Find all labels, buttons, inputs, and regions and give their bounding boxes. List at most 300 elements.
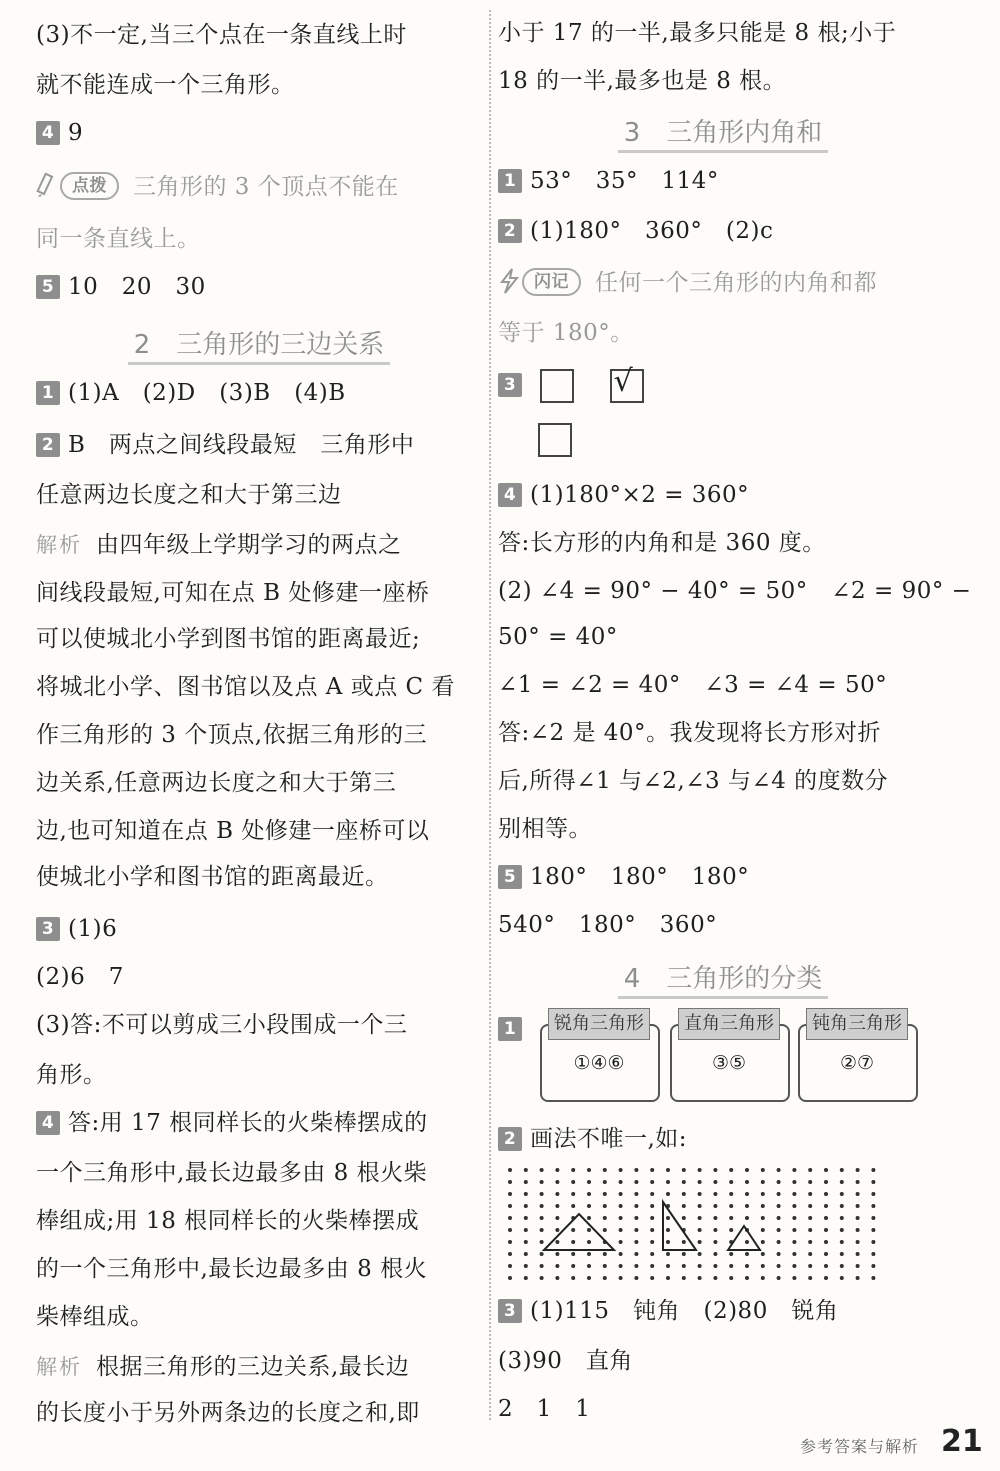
grid-dot xyxy=(555,1180,559,1184)
s3-question-1 xyxy=(498,164,948,198)
grid-dot xyxy=(619,1264,623,1268)
grid-dot xyxy=(792,1192,796,1196)
grid-dot xyxy=(634,1204,638,1208)
grid-dot xyxy=(682,1240,686,1244)
s3-question-3-row2 xyxy=(498,422,948,462)
grid-dot xyxy=(698,1264,702,1268)
checked-checkbox xyxy=(610,364,644,403)
grid-dot xyxy=(792,1240,796,1244)
question-number: 4 xyxy=(36,1111,60,1135)
text-line: (3)答:不可以剪成三小段围成一个三 xyxy=(36,1012,408,1038)
grid-dot xyxy=(634,1276,638,1280)
grid-dot xyxy=(571,1276,575,1280)
question-number: 1 xyxy=(36,381,60,405)
grid-dot xyxy=(555,1168,559,1172)
grid-dot xyxy=(713,1264,717,1268)
grid-dot xyxy=(634,1216,638,1220)
analysis-text: 的长度小于另外两条边的长度之和,即 xyxy=(36,1400,420,1426)
section-heading-4: 4 三角形的分类 xyxy=(498,958,948,995)
text-line: 答:∠2 是 40°。我发现将长方形对折 xyxy=(498,720,882,746)
grid-dot xyxy=(587,1264,591,1268)
question-number: 5 xyxy=(36,275,60,299)
grid-dot xyxy=(729,1252,733,1256)
grid-dot xyxy=(808,1192,812,1196)
grid-dot xyxy=(777,1168,781,1172)
grid-dot xyxy=(540,1204,544,1208)
grid-dot xyxy=(540,1192,544,1196)
grid-dot xyxy=(587,1276,591,1280)
tip-dianbo xyxy=(36,170,482,204)
grid-dot xyxy=(713,1252,717,1256)
category-right xyxy=(670,1008,788,1100)
text-line: 棒组成;用 18 根同样长的火柴棒摆成 xyxy=(36,1208,420,1234)
text-line: (3)不一定,当三个点在一条直线上时 xyxy=(36,22,407,48)
grid-dot xyxy=(524,1204,528,1208)
grid-dot xyxy=(508,1264,512,1268)
grid-dot xyxy=(555,1216,559,1220)
s3-question-3 xyxy=(498,364,948,408)
grid-dot xyxy=(745,1192,749,1196)
grid-dot xyxy=(729,1204,733,1208)
grid-dot xyxy=(808,1216,812,1220)
grid-dot xyxy=(619,1204,623,1208)
grid-dot xyxy=(840,1276,844,1280)
grid-dot xyxy=(698,1168,702,1172)
grid-dot xyxy=(808,1228,812,1232)
grid-dot xyxy=(587,1204,591,1208)
category-label: 直角三角形 xyxy=(678,1008,780,1040)
grid-dot xyxy=(603,1168,607,1172)
question-number: 1 xyxy=(498,169,522,193)
text-line: 2 1 1 xyxy=(498,1396,591,1422)
s4-question-3 xyxy=(498,1294,948,1328)
grid-dot xyxy=(619,1228,623,1232)
grid-dot xyxy=(840,1240,844,1244)
grid-dot xyxy=(650,1252,654,1256)
grid-dot xyxy=(540,1276,544,1280)
answer-text: (1)6 xyxy=(68,916,118,942)
grid-dot xyxy=(777,1192,781,1196)
grid-dot xyxy=(856,1216,860,1220)
analysis-block xyxy=(36,528,482,562)
grid-dot xyxy=(808,1180,812,1184)
grid-dot xyxy=(808,1252,812,1256)
grid-dot xyxy=(571,1252,575,1256)
grid-dot xyxy=(824,1276,828,1280)
analysis-text: 边关系,任意两边长度之和大于第三 xyxy=(36,770,397,796)
question-number: 3 xyxy=(498,373,522,397)
answer-text: (1)115 钝角 (2)80 锐角 xyxy=(530,1298,839,1324)
grid-dot xyxy=(634,1240,638,1244)
text-line: 任意两边长度之和大于第三边 xyxy=(36,482,342,508)
category-table xyxy=(540,1008,925,1100)
grid-dot xyxy=(745,1252,749,1256)
section-heading-3: 3 三角形内角和 xyxy=(498,112,948,149)
analysis-label: 解析 xyxy=(36,533,82,557)
grid-dot xyxy=(524,1216,528,1220)
grid-dot xyxy=(555,1252,559,1256)
answer-text: 画法不唯一,如: xyxy=(530,1126,688,1152)
grid-dot xyxy=(555,1192,559,1196)
tip-text: 同一条直线上。 xyxy=(36,226,201,252)
grid-dot xyxy=(745,1180,749,1184)
grid-dot xyxy=(729,1264,733,1268)
grid-dot xyxy=(777,1276,781,1280)
grid-dot xyxy=(871,1276,875,1280)
grid-dot xyxy=(571,1180,575,1184)
answer-text: 9 xyxy=(68,120,84,146)
text-line: 小于 17 的一半,最多只能是 8 根;小于 xyxy=(498,20,897,46)
grid-dot xyxy=(524,1168,528,1172)
grid-dot xyxy=(761,1192,765,1196)
grid-dot xyxy=(729,1180,733,1184)
grid-dot xyxy=(555,1240,559,1244)
grid-dot xyxy=(587,1180,591,1184)
question-number: 5 xyxy=(498,865,522,889)
grid-dot xyxy=(808,1240,812,1244)
grid-dot xyxy=(682,1264,686,1268)
analysis-label: 解析 xyxy=(36,1355,82,1379)
grid-dot xyxy=(792,1216,796,1220)
grid-dot xyxy=(587,1228,591,1232)
grid-dot xyxy=(824,1204,828,1208)
grid-dot xyxy=(745,1276,749,1280)
grid-dot xyxy=(634,1168,638,1172)
grid-dot xyxy=(571,1240,575,1244)
grid-dot xyxy=(761,1252,765,1256)
grid-dot xyxy=(555,1264,559,1268)
grid-dot xyxy=(682,1192,686,1196)
grid-dot xyxy=(682,1216,686,1220)
text-line: 540° 180° 360° xyxy=(498,912,718,938)
category-label: 钝角三角形 xyxy=(806,1008,908,1040)
answer-text: 180° 180° 180° xyxy=(530,864,750,890)
grid-dot xyxy=(650,1192,654,1196)
grid-dot xyxy=(840,1264,844,1268)
grid-dot xyxy=(634,1264,638,1268)
grid-dot xyxy=(856,1240,860,1244)
answer-text: (1)180°×2 = 360° xyxy=(530,482,750,508)
grid-dot xyxy=(840,1180,844,1184)
answer-text: (1)180° 360° (2)c xyxy=(530,218,774,244)
grid-dot xyxy=(508,1228,512,1232)
grid-dot xyxy=(650,1204,654,1208)
grid-dot xyxy=(713,1228,717,1232)
grid-dot xyxy=(761,1216,765,1220)
grid-dot xyxy=(745,1168,749,1172)
grid-dot xyxy=(792,1204,796,1208)
grid-dot xyxy=(603,1264,607,1268)
grid-dot xyxy=(729,1168,733,1172)
grid-dot xyxy=(587,1252,591,1256)
grid-dot xyxy=(761,1180,765,1184)
grid-dot xyxy=(824,1252,828,1256)
grid-dot xyxy=(587,1192,591,1196)
grid-dot xyxy=(808,1168,812,1172)
grid-dot xyxy=(666,1240,670,1244)
grid-dot xyxy=(666,1216,670,1220)
grid-dot xyxy=(745,1240,749,1244)
grid-dot xyxy=(540,1216,544,1220)
question-number: 4 xyxy=(498,483,522,507)
grid-dot xyxy=(666,1228,670,1232)
analysis-text: 将城北小学、图书馆以及点 A 或点 C 看 xyxy=(36,674,455,700)
question-number: 2 xyxy=(498,1127,522,1151)
grid-dot xyxy=(761,1240,765,1244)
grid-dot xyxy=(603,1204,607,1208)
grid-dot xyxy=(650,1180,654,1184)
category-obtuse xyxy=(798,1008,916,1100)
text-line: 柴棒组成。 xyxy=(36,1304,154,1330)
grid-dot xyxy=(698,1240,702,1244)
grid-dot xyxy=(587,1216,591,1220)
lightning-icon xyxy=(498,268,520,294)
category-acute xyxy=(540,1008,658,1100)
s3-question-5 xyxy=(498,860,948,894)
grid-dot xyxy=(571,1228,575,1232)
text-line: (2) ∠4 = 90° − 40° = 50° ∠2 = 90° − xyxy=(498,578,972,604)
grid-dot xyxy=(777,1180,781,1184)
text-line: 50° = 40° xyxy=(498,624,618,650)
grid-dot xyxy=(698,1204,702,1208)
answer-text: 53° 35° 114° xyxy=(530,168,719,194)
grid-dot xyxy=(761,1168,765,1172)
grid-dot xyxy=(777,1228,781,1232)
grid-dot xyxy=(666,1276,670,1280)
text-line: (3)90 直角 xyxy=(498,1348,633,1374)
grid-dot xyxy=(619,1252,623,1256)
grid-dot xyxy=(540,1228,544,1232)
text-line: 一个三角形中,最长边最多由 8 根火柴 xyxy=(36,1160,428,1186)
text-line: 角形。 xyxy=(36,1062,107,1088)
grid-dots xyxy=(508,1168,875,1280)
grid-dot xyxy=(871,1216,875,1220)
grid-dot xyxy=(871,1168,875,1172)
grid-dot xyxy=(540,1180,544,1184)
grid-dot xyxy=(555,1228,559,1232)
tip-shanji xyxy=(498,266,948,300)
grid-dot xyxy=(871,1228,875,1232)
grid-dot xyxy=(524,1252,528,1256)
grid-dot xyxy=(508,1276,512,1280)
grid-dot xyxy=(698,1216,702,1220)
check-mark: √ xyxy=(613,364,634,399)
grid-dot xyxy=(634,1228,638,1232)
grid-dot xyxy=(650,1216,654,1220)
grid-dot xyxy=(540,1264,544,1268)
dot-grid-drawing xyxy=(506,1166,878,1282)
section-heading-2: 2 三角形的三边关系 xyxy=(36,324,482,361)
grid-dot xyxy=(777,1204,781,1208)
grid-dot xyxy=(729,1228,733,1232)
grid-dot xyxy=(619,1168,623,1172)
question-number: 3 xyxy=(36,917,60,941)
grid-dot xyxy=(698,1192,702,1196)
grid-dot xyxy=(508,1252,512,1256)
grid-dot xyxy=(650,1264,654,1268)
category-label: 锐角三角形 xyxy=(548,1008,650,1040)
tip-text: 等于 180°。 xyxy=(498,320,634,346)
pencil-icon xyxy=(36,172,56,198)
footer-section-title: 参考答案与解析 xyxy=(800,1437,920,1456)
grid-dot xyxy=(508,1204,512,1208)
grid-dot xyxy=(619,1240,623,1244)
question-number: 4 xyxy=(36,121,60,145)
grid-dot xyxy=(603,1228,607,1232)
grid-dot xyxy=(682,1204,686,1208)
dianbo-label: 点拨 xyxy=(60,172,119,200)
analysis-text: 使城北小学和图书馆的距离最近。 xyxy=(36,864,389,890)
grid-dot xyxy=(650,1228,654,1232)
grid-dot xyxy=(840,1192,844,1196)
grid-dot xyxy=(603,1252,607,1256)
grid-dot xyxy=(856,1264,860,1268)
grid-dot xyxy=(634,1192,638,1196)
grid-dot xyxy=(729,1192,733,1196)
grid-dot xyxy=(508,1216,512,1220)
grid-dot xyxy=(777,1240,781,1244)
grid-dot xyxy=(571,1168,575,1172)
question-number: 3 xyxy=(498,1299,522,1323)
grid-dot xyxy=(571,1204,575,1208)
question-number: 2 xyxy=(36,433,60,457)
grid-dot xyxy=(777,1264,781,1268)
grid-dot xyxy=(761,1228,765,1232)
question-number: 2 xyxy=(498,219,522,243)
grid-dot xyxy=(824,1264,828,1268)
tip-text: 任何一个三角形的内角和都 xyxy=(595,270,877,296)
grid-dot xyxy=(808,1276,812,1280)
grid-dot xyxy=(508,1180,512,1184)
grid-dot xyxy=(603,1192,607,1196)
analysis-text: 边,也可知道在点 B 处修建一座桥可以 xyxy=(36,818,430,844)
grid-dot xyxy=(666,1192,670,1196)
grid-dot xyxy=(824,1228,828,1232)
answer-text: (1)A (2)D (3)B (4)B xyxy=(68,380,346,406)
s2-question-1 xyxy=(36,376,482,410)
grid-dot xyxy=(792,1180,796,1184)
text-line: 答:长方形的内角和是 360 度。 xyxy=(498,530,826,556)
s3-question-2 xyxy=(498,214,948,248)
grid-dot xyxy=(713,1180,717,1184)
grid-dot xyxy=(540,1240,544,1244)
s2-question-2 xyxy=(36,428,482,462)
grid-dot xyxy=(792,1276,796,1280)
grid-dot xyxy=(840,1216,844,1220)
grid-dot xyxy=(761,1276,765,1280)
grid-dot xyxy=(603,1180,607,1184)
answer-text: 答:用 17 根同样长的火柴棒摆成的 xyxy=(68,1110,428,1136)
grid-dot xyxy=(571,1264,575,1268)
tip-text: 三角形的 3 个顶点不能在 xyxy=(133,174,399,200)
grid-dot xyxy=(682,1180,686,1184)
grid-dot xyxy=(524,1180,528,1184)
grid-dot xyxy=(856,1192,860,1196)
grid-dot xyxy=(792,1168,796,1172)
grid-dot xyxy=(650,1276,654,1280)
s2-question-3 xyxy=(36,912,482,946)
grid-dot xyxy=(666,1180,670,1184)
analysis-text: 由四年级上学期学习的两点之 xyxy=(96,532,402,558)
grid-dot xyxy=(745,1216,749,1220)
grid-dot xyxy=(777,1252,781,1256)
grid-dot xyxy=(808,1204,812,1208)
grid-dot xyxy=(824,1168,828,1172)
grid-dot xyxy=(761,1204,765,1208)
category-value: ①④⑥ xyxy=(573,1052,625,1074)
grid-dot xyxy=(508,1168,512,1172)
grid-dot xyxy=(571,1192,575,1196)
grid-dot xyxy=(777,1216,781,1220)
grid-dot xyxy=(540,1252,544,1256)
grid-dot xyxy=(840,1228,844,1232)
grid-dot xyxy=(555,1276,559,1280)
question-5 xyxy=(36,270,482,304)
analysis-text: 可以使城北小学到图书馆的距离最近; xyxy=(36,626,421,652)
analysis-text: 间线段最短,可知在点 B 处修建一座桥 xyxy=(36,580,430,606)
question-4 xyxy=(36,116,482,150)
s3-question-4 xyxy=(498,478,948,512)
text-line: (2)6 7 xyxy=(36,964,124,990)
grid-dot xyxy=(524,1276,528,1280)
grid-dot xyxy=(713,1204,717,1208)
empty-checkbox xyxy=(540,369,574,403)
grid-dot xyxy=(524,1240,528,1244)
grid-dot xyxy=(856,1168,860,1172)
grid-dot xyxy=(603,1216,607,1220)
text-line: 就不能连成一个三角形。 xyxy=(36,72,295,98)
page-number: 21 xyxy=(941,1424,983,1459)
grid-dot xyxy=(508,1192,512,1196)
grid-dot xyxy=(524,1192,528,1196)
grid-dot xyxy=(619,1180,623,1184)
grid-dot xyxy=(792,1252,796,1256)
grid-dot xyxy=(745,1264,749,1268)
grid-dot xyxy=(634,1252,638,1256)
grid-dot xyxy=(524,1228,528,1232)
grid-dot xyxy=(824,1216,828,1220)
grid-dot xyxy=(840,1204,844,1208)
grid-dot xyxy=(792,1264,796,1268)
grid-dot xyxy=(682,1252,686,1256)
grid-dot xyxy=(603,1276,607,1280)
text-line: 18 的一半,最多也是 8 根。 xyxy=(498,68,787,94)
grid-dot xyxy=(650,1240,654,1244)
grid-dot xyxy=(871,1252,875,1256)
text-line: ∠1 = ∠2 = 40° ∠3 = ∠4 = 50° xyxy=(498,672,888,698)
grid-dot xyxy=(619,1216,623,1220)
grid-dot xyxy=(713,1168,717,1172)
grid-dot xyxy=(729,1216,733,1220)
grid-dot xyxy=(698,1276,702,1280)
grid-dot xyxy=(698,1228,702,1232)
grid-dot xyxy=(856,1204,860,1208)
grid-dot xyxy=(666,1168,670,1172)
grid-dot xyxy=(871,1240,875,1244)
grid-dot xyxy=(856,1276,860,1280)
grid-dot xyxy=(824,1192,828,1196)
grid-dot xyxy=(856,1180,860,1184)
empty-checkbox xyxy=(538,423,572,457)
analysis-text: 作三角形的 3 个顶点,依据三角形的三 xyxy=(36,722,428,748)
grid-dot xyxy=(824,1180,828,1184)
grid-dot xyxy=(698,1180,702,1184)
grid-dot xyxy=(713,1276,717,1280)
grid-dot xyxy=(698,1252,702,1256)
grid-dot xyxy=(650,1168,654,1172)
grid-dot xyxy=(619,1192,623,1196)
grid-dot xyxy=(508,1240,512,1244)
